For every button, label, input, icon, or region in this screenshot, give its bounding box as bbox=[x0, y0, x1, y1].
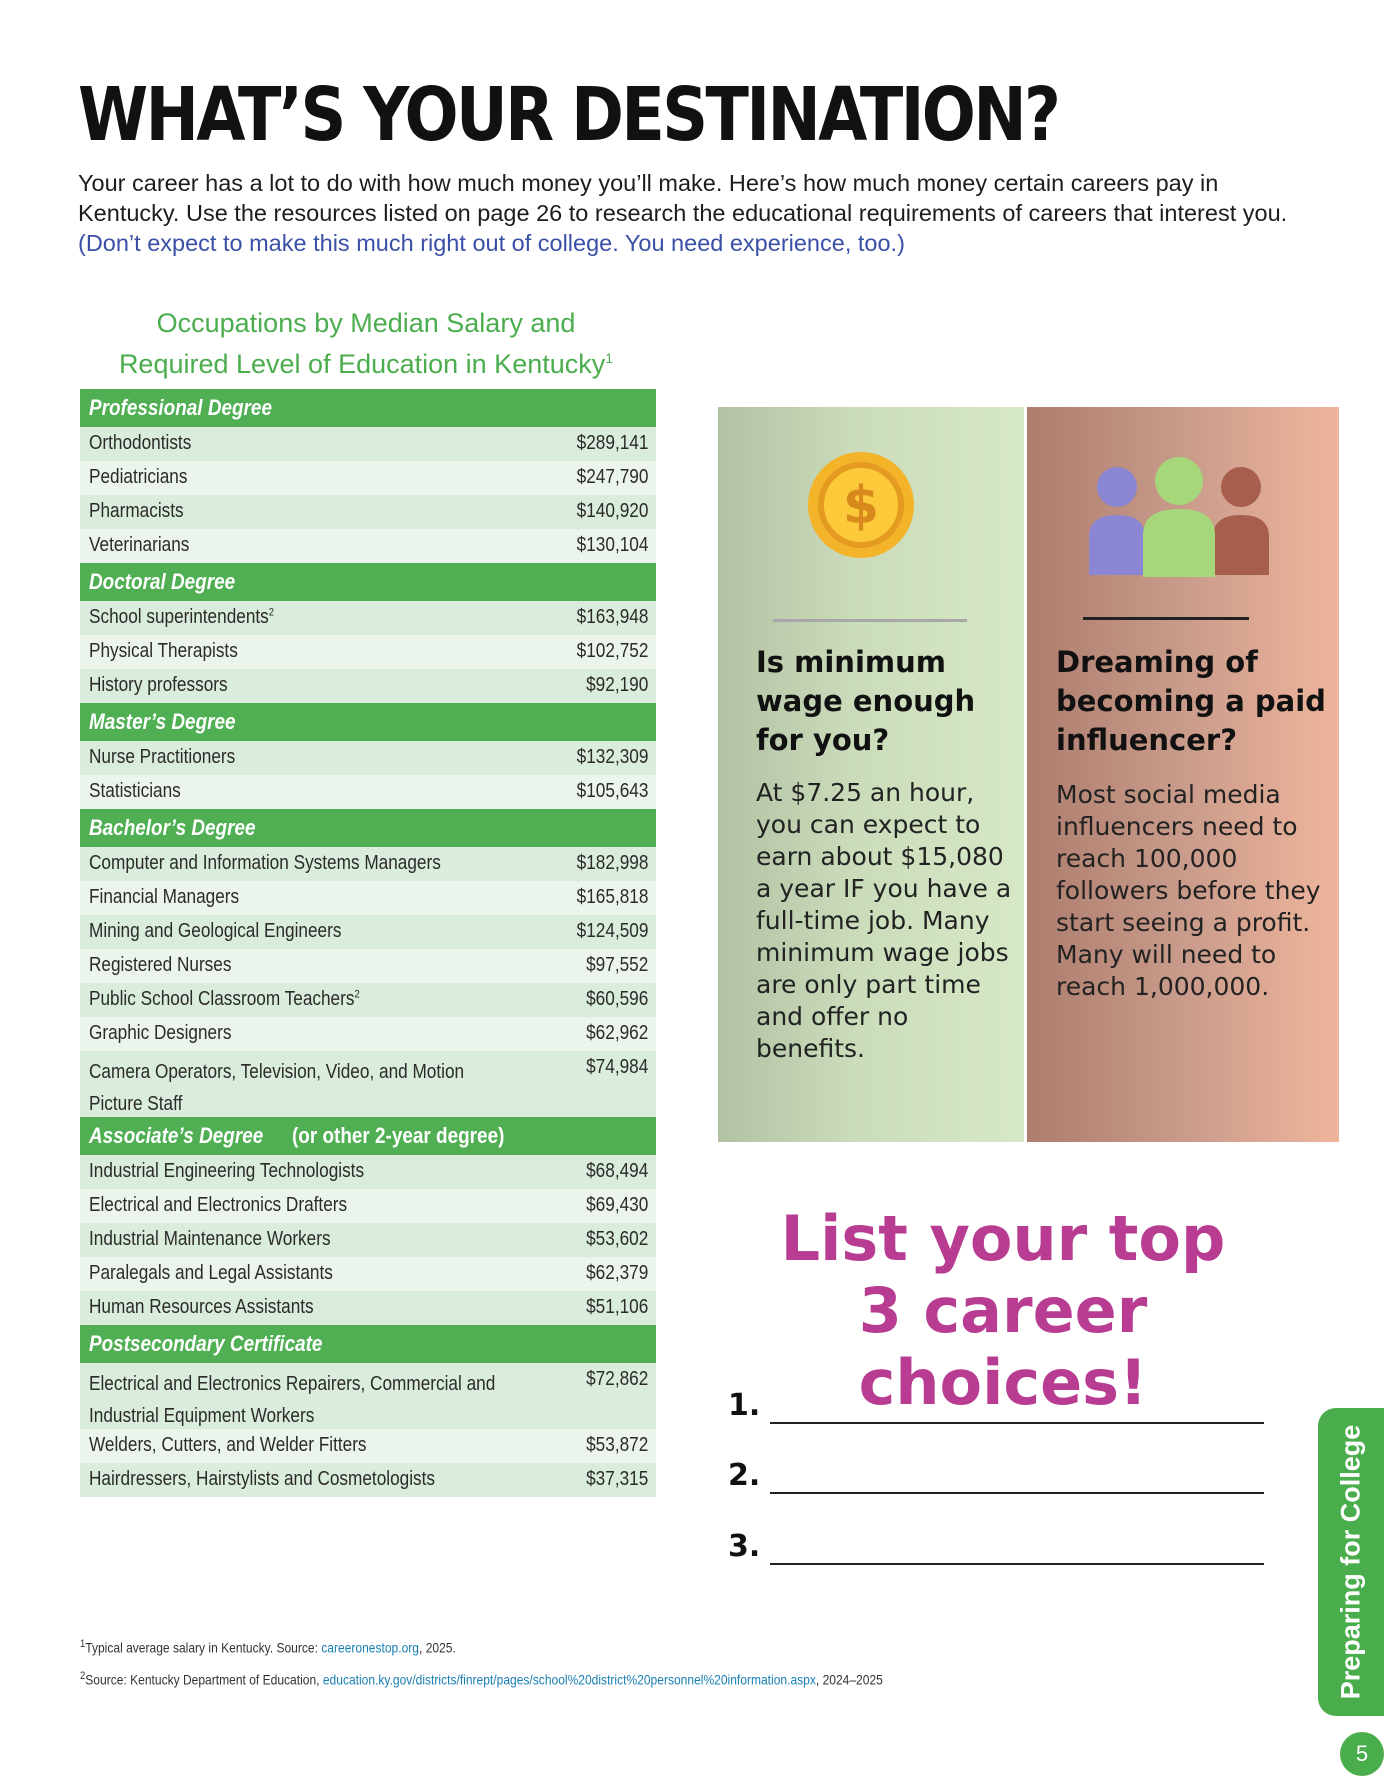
occupation-name-text: Statisticians bbox=[89, 780, 181, 802]
page-number: 5 bbox=[1340, 1732, 1384, 1776]
minimum-wage-question: Is minimum wage enough for you? bbox=[756, 645, 976, 757]
panel-divider bbox=[773, 619, 967, 622]
intro-note: (Don’t expect to make this much right out of college. You need experience, too.) bbox=[78, 230, 905, 256]
median-salary: $130,104 bbox=[576, 534, 648, 556]
occupation-name-text: School superintendents bbox=[89, 606, 269, 628]
median-salary: $165,818 bbox=[576, 886, 648, 908]
career-choices-heading-line2: 3 career choices! bbox=[858, 1274, 1148, 1419]
table-row bbox=[80, 847, 656, 881]
table-group-heading bbox=[80, 1117, 656, 1155]
median-salary: $72,862 bbox=[585, 1368, 648, 1390]
table-row bbox=[80, 1291, 656, 1325]
median-salary: $163,948 bbox=[576, 606, 648, 628]
group-heading-label: Associate’s Degree bbox=[89, 1123, 264, 1148]
footnote-1-text: Typical average salary in Kentucky. Source: bbox=[85, 1639, 322, 1656]
occupation-name bbox=[89, 534, 189, 557]
occupation-name-text: Pediatricians bbox=[89, 466, 188, 488]
occupation-name-text: Nurse Practitioners bbox=[89, 746, 236, 768]
section-tab-label: Preparing for College bbox=[1335, 1424, 1366, 1700]
group-heading-extra: (or other 2-year degree) bbox=[291, 1123, 505, 1148]
minimum-wage-body: At $7.25 an hour, you can expect to earn about $15,080 a year IF you have a full-time job. Many minimum wage jobs are only part time and offer no benefits. bbox=[756, 778, 1012, 1063]
median-salary: $53,602 bbox=[585, 1228, 648, 1250]
occupation-name bbox=[89, 1262, 333, 1285]
median-salary: $69,430 bbox=[585, 1194, 648, 1216]
footnotes bbox=[80, 1638, 1014, 1701]
occupation-name-text: Financial Managers bbox=[89, 886, 240, 908]
occupation-name bbox=[89, 674, 228, 697]
career-choice-line[interactable] bbox=[770, 1422, 1264, 1424]
median-salary: $51,106 bbox=[585, 1296, 648, 1318]
table-row bbox=[80, 1463, 656, 1497]
table-group-heading bbox=[80, 703, 656, 741]
occupation-name bbox=[89, 432, 191, 455]
group-heading-label: Master’s Degree bbox=[89, 709, 236, 734]
occupation-name bbox=[89, 1160, 364, 1183]
median-salary: $37,315 bbox=[585, 1468, 648, 1490]
occupation-name-text: Graphic Designers bbox=[89, 1022, 232, 1044]
occupation-name bbox=[89, 1468, 435, 1491]
footnote-1-link[interactable]: careeronestop.org bbox=[321, 1639, 420, 1656]
occupation-name bbox=[89, 852, 441, 875]
table-row bbox=[80, 741, 656, 775]
footnote-mark: 2 bbox=[354, 988, 360, 1001]
occupation-name bbox=[89, 920, 341, 943]
career-choice-line[interactable] bbox=[770, 1492, 1264, 1494]
career-choice-1[interactable] bbox=[726, 1386, 1268, 1430]
table-group-heading bbox=[80, 389, 656, 427]
footnote-2-mark: 2 bbox=[80, 1669, 86, 1682]
section-tab bbox=[1318, 1408, 1384, 1716]
career-choice-2[interactable] bbox=[726, 1456, 1268, 1500]
table-row bbox=[80, 1051, 656, 1117]
table-row bbox=[80, 461, 656, 495]
occupation-name-text: Computer and Information Systems Managers bbox=[89, 852, 441, 874]
table-row bbox=[80, 1257, 656, 1291]
intro-paragraph bbox=[78, 168, 1308, 258]
table-row bbox=[80, 635, 656, 669]
table-row bbox=[80, 775, 656, 809]
median-salary: $53,872 bbox=[585, 1434, 648, 1456]
footnote-2-text: Source: Kentucky Department of Education, bbox=[85, 1671, 323, 1688]
occupation-name bbox=[89, 954, 231, 977]
table-row bbox=[80, 529, 656, 563]
occupation-name bbox=[89, 1296, 314, 1319]
table-row bbox=[80, 495, 656, 529]
occupation-name-text: Industrial Maintenance Workers bbox=[89, 1228, 331, 1250]
panel-divider bbox=[1083, 617, 1249, 620]
intro-text: Your career has a lot to do with how much money you’ll make. Here’s how much money certain careers pay in Kentucky. Use the resources listed on page 26 to research the educational requirements of careers that interest you. bbox=[78, 170, 1288, 226]
occupation-name-text: Welders, Cutters, and Welder Fitters bbox=[89, 1434, 367, 1456]
table-row bbox=[80, 983, 656, 1017]
table-row bbox=[80, 601, 656, 635]
occupation-name bbox=[89, 746, 235, 769]
occupation-name-text: Pharmacists bbox=[89, 500, 184, 522]
career-choices-heading-line1: List your top bbox=[780, 1202, 1226, 1275]
career-choice-number: 3. bbox=[728, 1529, 761, 1564]
table-row bbox=[80, 949, 656, 983]
occupation-name bbox=[89, 640, 238, 663]
career-choice-3[interactable] bbox=[726, 1527, 1268, 1571]
footnote-1 bbox=[80, 1638, 883, 1656]
median-salary: $132,309 bbox=[576, 746, 648, 768]
table-row bbox=[80, 1223, 656, 1257]
group-heading-label: Professional Degree bbox=[89, 395, 272, 420]
occupation-name bbox=[89, 1022, 231, 1045]
median-salary: $60,596 bbox=[585, 988, 648, 1010]
occupation-name bbox=[89, 466, 187, 489]
footnote-1-tail: , 2025. bbox=[419, 1639, 456, 1656]
table-row bbox=[80, 1017, 656, 1051]
median-salary: $140,920 bbox=[576, 500, 648, 522]
occupation-name bbox=[89, 1434, 367, 1457]
career-choice-line[interactable] bbox=[770, 1563, 1264, 1565]
influencer-question: Dreaming of becoming a paid influencer? bbox=[1056, 645, 1326, 757]
page-title: WHAT’S YOUR DESTINATION? bbox=[78, 72, 1059, 158]
occupation-name-text: Orthodontists bbox=[89, 432, 192, 454]
occupation-name-text: Electrical and Electronics Repairers, Commercial and Industrial Equipment Workers bbox=[89, 1373, 496, 1427]
dollar-coin-icon bbox=[806, 450, 916, 560]
table-group-heading bbox=[80, 809, 656, 847]
median-salary: $289,141 bbox=[576, 432, 648, 454]
occupation-name-text: Hairdressers, Hairstylists and Cosmetologists bbox=[89, 1468, 436, 1490]
occupation-name bbox=[89, 1194, 347, 1217]
footnote-1-mark: 1 bbox=[80, 1638, 86, 1650]
occupation-name-text: Electrical and Electronics Drafters bbox=[89, 1194, 348, 1216]
occupation-name-text: Public School Classroom Teachers bbox=[89, 988, 355, 1010]
occupation-name bbox=[89, 780, 181, 803]
table-row bbox=[80, 1363, 656, 1429]
table-row bbox=[80, 915, 656, 949]
footnote-2 bbox=[80, 1670, 883, 1688]
occupation-name bbox=[89, 988, 360, 1011]
median-salary: $62,962 bbox=[585, 1022, 648, 1044]
occupation-name bbox=[89, 1368, 508, 1432]
table-row bbox=[80, 1189, 656, 1223]
occupation-name-text: Industrial Engineering Technologists bbox=[89, 1160, 365, 1182]
occupation-name-text: Physical Therapists bbox=[89, 640, 238, 662]
occupation-name bbox=[89, 886, 239, 909]
median-salary: $62,379 bbox=[585, 1262, 648, 1284]
group-heading-label: Postsecondary Certificate bbox=[89, 1331, 323, 1356]
salary-table bbox=[80, 389, 656, 1497]
svg-text:$: $ bbox=[842, 476, 880, 536]
career-choice-number: 2. bbox=[728, 1458, 761, 1493]
occupation-name-text: Mining and Geological Engineers bbox=[89, 920, 342, 942]
median-salary: $97,552 bbox=[585, 954, 648, 976]
occupation-name bbox=[89, 606, 274, 629]
occupation-name bbox=[89, 500, 184, 523]
table-group-heading bbox=[80, 563, 656, 601]
career-choice-number: 1. bbox=[728, 1388, 761, 1423]
table-row bbox=[80, 1429, 656, 1463]
median-salary: $74,984 bbox=[585, 1056, 648, 1078]
footnote-2-tail: , 2024–2025 bbox=[815, 1671, 883, 1688]
median-salary: $182,998 bbox=[576, 852, 648, 874]
table-title-footnote-mark: 1 bbox=[605, 350, 614, 366]
occupation-name bbox=[89, 1228, 331, 1251]
occupation-name-text: History professors bbox=[89, 674, 228, 696]
minimum-wage-panel bbox=[718, 407, 1024, 1142]
group-heading-label: Bachelor’s Degree bbox=[89, 815, 256, 840]
median-salary: $124,509 bbox=[576, 920, 648, 942]
table-row bbox=[80, 1155, 656, 1189]
table-group-heading bbox=[80, 1325, 656, 1363]
influencer-body: Most social media influencers need to reach 100,000 followers before they start seeing a profit. Many will need to reach 1,000,000. bbox=[1056, 780, 1321, 1001]
median-salary: $247,790 bbox=[576, 466, 648, 488]
occupation-name-text: Veterinarians bbox=[89, 534, 190, 556]
median-salary: $105,643 bbox=[576, 780, 648, 802]
median-salary: $102,752 bbox=[576, 640, 648, 662]
people-group-icon bbox=[1079, 457, 1279, 579]
occupation-name-text: Paralegals and Legal Assistants bbox=[89, 1262, 333, 1284]
footnote-2-link[interactable]: education.ky.gov/districts/finrept/pages/school%20district%20personnel%20information.aspx bbox=[322, 1671, 816, 1688]
table-row bbox=[80, 881, 656, 915]
table-row bbox=[80, 427, 656, 461]
influencer-panel bbox=[1027, 407, 1339, 1142]
table-title-line2: Required Level of Education in Kentucky bbox=[118, 349, 606, 379]
table-title-line1: Occupations by Median Salary and bbox=[156, 308, 576, 338]
median-salary: $68,494 bbox=[585, 1160, 648, 1182]
table-title bbox=[96, 306, 636, 382]
table-row bbox=[80, 669, 656, 703]
footnote-mark: 2 bbox=[268, 606, 275, 619]
median-salary: $92,190 bbox=[585, 674, 648, 696]
group-heading-label: Doctoral Degree bbox=[89, 569, 236, 594]
occupation-name-text: Registered Nurses bbox=[89, 954, 232, 976]
occupation-name-text: Human Resources Assistants bbox=[89, 1296, 314, 1318]
occupation-name bbox=[89, 1056, 508, 1120]
occupation-name-text: Camera Operators, Television, Video, and Motion Picture Staff bbox=[89, 1061, 465, 1115]
